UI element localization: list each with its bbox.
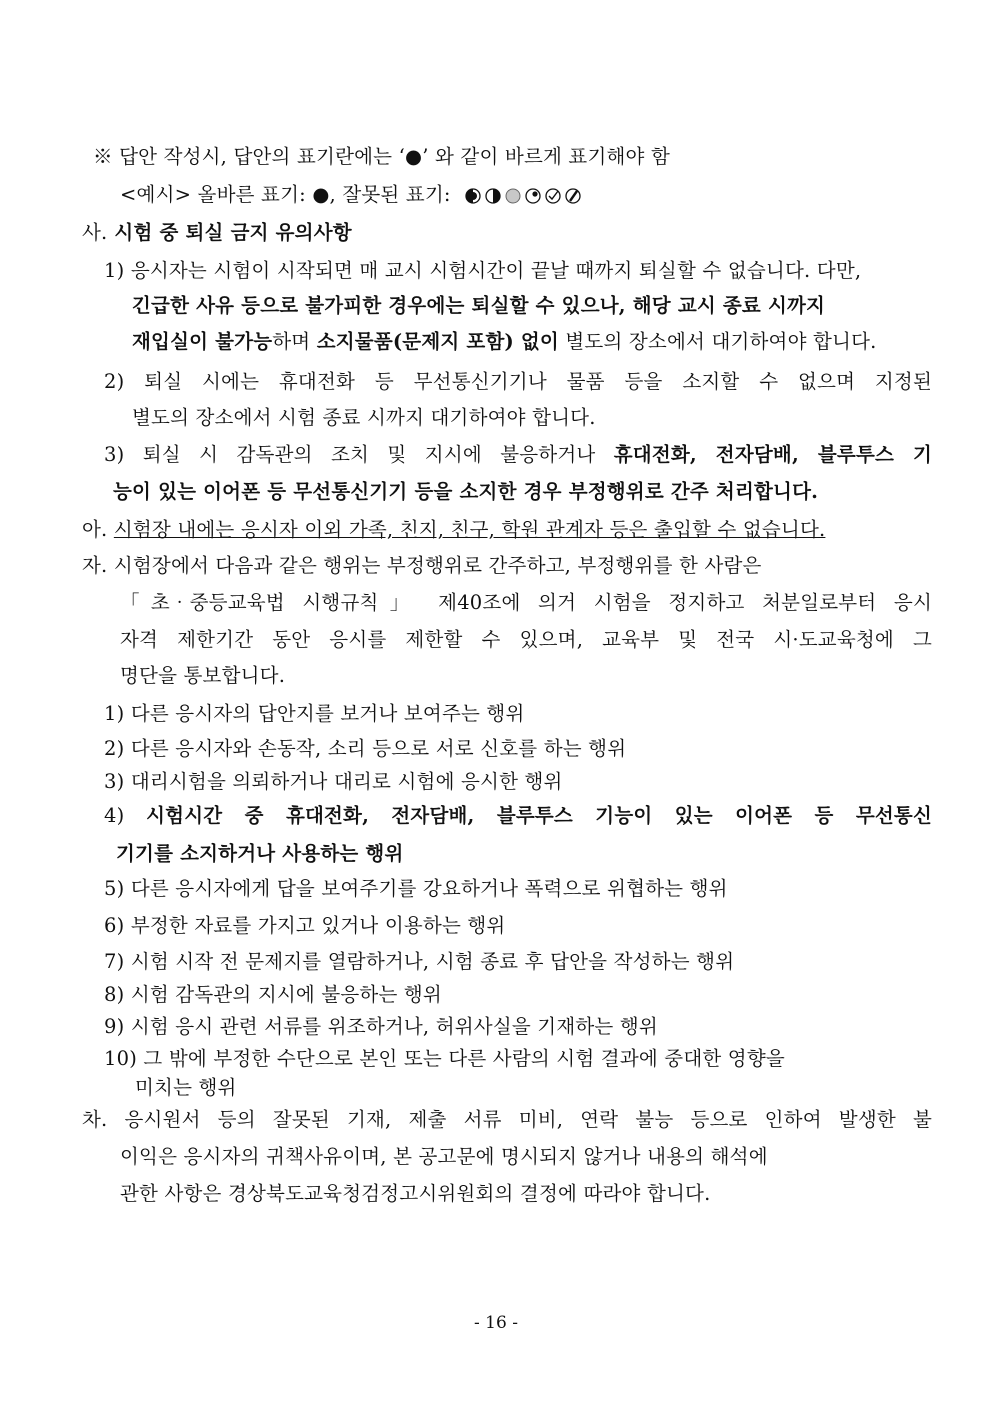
- filled-mark: ●: [404, 145, 423, 168]
- ja-item-4-line-1: [104, 802, 932, 830]
- section-cha-line-2: 이익은 응시자의 귀책사유이며, 본 공고문에 명시되지 않거나 내용의 해석에: [120, 1145, 768, 1168]
- section-sa-heading: [82, 219, 352, 247]
- section-text: 응시원서 등의 잘못된 기재, 제출 서류 미비, 연락 불능 등으로 인하여 발생한 불: [124, 1108, 932, 1131]
- text: 별도의 장소에서 대기하여야 합니다.: [558, 330, 877, 353]
- wrong-label: , 잘못된 표기:: [329, 183, 458, 206]
- text: 3) 퇴실 시 감독관의 조치 및 지시에 불응하거나: [104, 443, 614, 466]
- half-right-icon: [485, 188, 501, 204]
- ja-item-6: 6) 부정한 자료를 가지고 있거나 이용하는 행위: [104, 914, 506, 937]
- bold-text: 휴대전화, 전자담배, 블루투스 기: [613, 443, 932, 466]
- slash-circle-icon: [565, 188, 581, 204]
- ja-item-1: 1) 다른 응시자의 답안지를 보거나 보여주는 행위: [104, 702, 525, 725]
- ja-item-9: 9) 시험 응시 관련 서류를 위조하거나, 허위사실을 기재하는 행위: [104, 1015, 658, 1038]
- section-title: 시험 중 퇴실 금지 유의사항: [107, 221, 352, 244]
- ja-item-5: 5) 다른 응시자에게 답을 보여주기를 강요하거나 폭력으로 위협하는 행위: [104, 877, 728, 900]
- section-ja-line-3: 자격 제한기간 동안 응시를 제한할 수 있으며, 교육부 및 전국 시·도교육청에 그: [120, 628, 932, 651]
- sa-item-1-line-1: 1) 응시자는 시험이 시작되면 매 교시 시험시간이 끝날 때까지 퇴실할 수 없습니다. 다만,: [104, 259, 862, 282]
- notice-text: ’ 와 같이 바르게 표기해야 함: [422, 145, 671, 168]
- example-line: [120, 181, 581, 209]
- text: 하며: [272, 330, 317, 353]
- bold-text: 재입실이 불가능: [132, 330, 273, 353]
- sa-item-3-line-1: [104, 441, 932, 469]
- check-circle-icon: [545, 188, 561, 204]
- section-ja-line-4: 명단을 통보합니다.: [120, 664, 286, 687]
- section-ja-line-1: [82, 552, 762, 580]
- ja-item-3: 3) 대리시험을 의뢰하거나 대리로 시험에 응시한 행위: [104, 770, 563, 793]
- page-number: - 16 -: [474, 1313, 518, 1333]
- section-ja-line-2: 「초‧중등교육법 시행규칙」 제40조에 의거 시험을 정지하고 처분일로부터 응시: [120, 591, 932, 614]
- ja-item-10-line-2: 미치는 행위: [135, 1076, 237, 1099]
- section-number: 아.: [82, 518, 108, 541]
- sa-item-2-line-1: 2) 퇴실 시에는 휴대전화 등 무선통신기기나 물품 등을 소지할 수 없으며 지정된: [104, 370, 932, 393]
- bold-text: 소지물품(문제지 포함) 없이: [316, 330, 559, 353]
- sa-item-1-line-2: 긴급한 사유 등으로 불가피한 경우에는 퇴실할 수 있으나, 해당 교시 종료 시까지: [132, 294, 826, 317]
- section-number: 자.: [82, 554, 108, 577]
- notice-text: ※ 답안 작성시, 답안의 표기란에는 ‘: [93, 145, 405, 168]
- section-cha-line-1: [82, 1106, 932, 1134]
- ja-item-7: 7) 시험 시작 전 문제지를 열람하거나, 시험 종료 후 답안을 작성하는 행위: [104, 950, 735, 973]
- sa-item-2-line-2: 별도의 장소에서 시험 종료 시까지 대기하여야 합니다.: [132, 406, 596, 429]
- section-cha-line-3: 관한 사항은 경상북도교육청검정고시위원회의 결정에 따라야 합니다.: [120, 1182, 711, 1205]
- half-left-icon: [465, 188, 481, 204]
- bold-text: 시험시간 중 휴대전화, 전자담배, 블루투스 기능이 있는 이어폰 등 무선통신: [146, 804, 932, 827]
- item-number: 4): [104, 804, 147, 827]
- section-text: 시험장에서 다음과 같은 행위는 부정행위로 간주하고, 부정행위를 한 사람은: [113, 554, 762, 577]
- sa-item-3-line-2: 능이 있는 이어폰 등 무선통신기기 등을 소지한 경우 부정행위로 간주 처리합니다.: [113, 480, 819, 503]
- example-label: <예시> 올바른 표기:: [120, 183, 313, 206]
- ja-item-2: 2) 다른 응시자와 손동작, 소리 등으로 서로 신호를 하는 행위: [104, 737, 627, 760]
- gray-circle-icon: [505, 188, 521, 204]
- ja-item-10-line-1: 10) 그 밖에 부정한 수단으로 본인 또는 다른 사람의 시험 결과에 중대한 영향을: [104, 1047, 785, 1070]
- dot-circle-icon: [525, 188, 541, 204]
- ja-item-8: 8) 시험 감독관의 지시에 불응하는 행위: [104, 983, 442, 1006]
- section-number: 차.: [82, 1108, 108, 1131]
- sa-item-1-line-3: [132, 328, 877, 356]
- correct-mark: ●: [312, 183, 330, 206]
- wrong-marks: [465, 188, 581, 204]
- notice-line: [93, 143, 670, 171]
- ja-item-4-line-2: 기기를 소지하거나 사용하는 행위: [116, 842, 404, 865]
- section-a: [82, 516, 825, 544]
- section-text: 시험장 내에는 응시자 이외 가족, 친지, 친구, 학원 관계자 등은 출입할 수 없습니다.: [113, 518, 826, 541]
- section-number: 사.: [82, 221, 108, 244]
